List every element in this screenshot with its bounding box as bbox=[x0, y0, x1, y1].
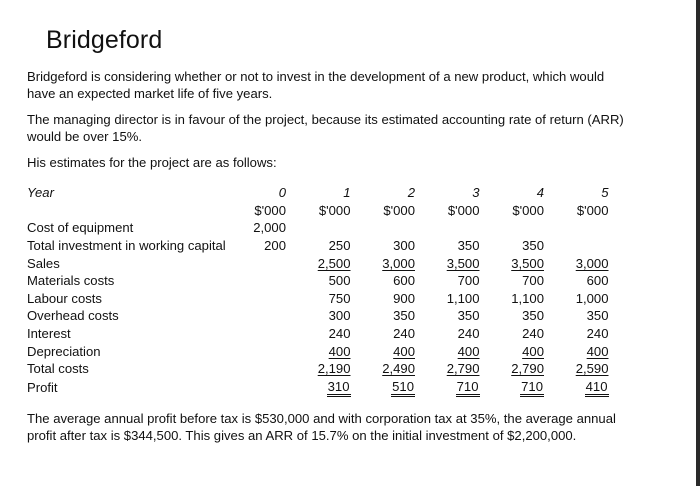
value-text: 510 bbox=[391, 379, 415, 397]
year-header-cell: 0 bbox=[278, 185, 286, 201]
table-row bbox=[27, 325, 609, 343]
value-text: 250 bbox=[328, 238, 351, 254]
value-cell bbox=[480, 254, 545, 272]
value-text: 350 bbox=[586, 308, 609, 324]
value-text: 600 bbox=[393, 273, 415, 289]
conclusion-paragraph: The average annual profit before tax is $530,000 and with corporation tax at 35%, the average annual profit after tax is $344,500. This gives an ARR of 15.7% on the initial investment of $2,200,000. bbox=[27, 411, 616, 443]
value-text: 400 bbox=[393, 343, 415, 359]
value-cell bbox=[351, 290, 416, 308]
project-estimates-table bbox=[27, 184, 609, 397]
value-cell bbox=[239, 378, 286, 397]
value-text: 600 bbox=[586, 273, 609, 289]
value-text: 1,000 bbox=[575, 290, 609, 306]
row-label: Interest bbox=[27, 326, 71, 342]
value-text: 400 bbox=[457, 343, 480, 359]
year-label: Year bbox=[27, 185, 54, 201]
value-cell bbox=[351, 237, 416, 255]
value-cell bbox=[351, 360, 416, 378]
value-cell bbox=[286, 219, 351, 237]
value-text: 2,490 bbox=[382, 361, 415, 377]
value-text: 240 bbox=[328, 326, 351, 342]
value-cell bbox=[544, 272, 609, 290]
value-text: 400 bbox=[328, 343, 351, 359]
year-header-cell: 1 bbox=[343, 185, 351, 201]
row-label: Sales bbox=[27, 255, 60, 271]
table-row bbox=[27, 378, 609, 397]
row-label: Labour costs bbox=[27, 290, 102, 306]
window-edge bbox=[696, 0, 700, 486]
table-row bbox=[27, 219, 609, 237]
year-header-cell: 5 bbox=[601, 185, 609, 201]
value-cell bbox=[544, 325, 609, 343]
unit-header-cell: $'000 bbox=[254, 202, 286, 218]
unit-header-cell: $'000 bbox=[383, 202, 415, 218]
value-cell bbox=[415, 325, 480, 343]
value-text: 2,190 bbox=[317, 361, 351, 377]
value-cell bbox=[415, 360, 480, 378]
value-cell bbox=[351, 219, 416, 237]
value-text: 2,500 bbox=[317, 255, 351, 271]
value-cell bbox=[351, 378, 416, 397]
value-text: 1,100 bbox=[446, 290, 480, 306]
value-cell bbox=[480, 307, 545, 325]
value-cell bbox=[415, 237, 480, 255]
year-header-cell: 4 bbox=[536, 185, 544, 201]
value-text: 700 bbox=[522, 273, 544, 289]
unit-header-cell: $'000 bbox=[447, 202, 480, 218]
value-text: 200 bbox=[264, 238, 286, 254]
value-text: 2,000 bbox=[253, 220, 286, 236]
value-cell bbox=[239, 342, 286, 360]
value-cell bbox=[239, 325, 286, 343]
value-text: 3,500 bbox=[446, 255, 480, 271]
unit-header-cell: $'000 bbox=[512, 202, 544, 218]
value-cell bbox=[351, 272, 416, 290]
value-cell bbox=[239, 254, 286, 272]
value-text: 350 bbox=[393, 308, 415, 324]
value-text: 350 bbox=[457, 308, 480, 324]
value-cell bbox=[239, 272, 286, 290]
value-cell bbox=[480, 325, 545, 343]
value-cell bbox=[351, 254, 416, 272]
table-row bbox=[27, 254, 609, 272]
value-cell bbox=[544, 254, 609, 272]
value-cell bbox=[239, 219, 286, 237]
page-title: Bridgeford bbox=[46, 26, 163, 54]
value-cell bbox=[351, 307, 416, 325]
value-text: 300 bbox=[328, 308, 351, 324]
row-label: Materials costs bbox=[27, 273, 115, 289]
estimates-paragraph: His estimates for the project are as follows: bbox=[27, 155, 277, 170]
value-text: 3,000 bbox=[382, 255, 415, 271]
value-cell bbox=[480, 360, 545, 378]
value-cell bbox=[286, 360, 351, 378]
value-cell bbox=[480, 237, 545, 255]
value-cell bbox=[544, 307, 609, 325]
value-cell bbox=[480, 378, 545, 397]
value-cell bbox=[351, 342, 416, 360]
row-label: Total costs bbox=[27, 361, 89, 377]
value-cell bbox=[415, 272, 480, 290]
row-label: Cost of equipment bbox=[27, 220, 134, 236]
value-text: 240 bbox=[393, 326, 415, 342]
value-text: 710 bbox=[520, 379, 544, 397]
table-row bbox=[27, 342, 609, 360]
value-text: 350 bbox=[522, 308, 544, 324]
director-paragraph: The managing director is in favour of the project, because its estimated accounting rate of return (ARR) would be over 15%. bbox=[27, 112, 624, 144]
value-cell bbox=[415, 307, 480, 325]
table-row bbox=[27, 237, 609, 255]
value-cell bbox=[480, 342, 545, 360]
table-row bbox=[27, 290, 609, 308]
row-label: Depreciation bbox=[27, 343, 101, 359]
value-cell bbox=[480, 272, 545, 290]
value-cell bbox=[415, 378, 480, 397]
unit-header-cell: $'000 bbox=[318, 202, 351, 218]
value-cell bbox=[544, 360, 609, 378]
intro-paragraph: Bridgeford is considering whether or not to invest in the development of a new product, which would have an expected market life of five years. bbox=[27, 69, 605, 101]
value-cell bbox=[286, 237, 351, 255]
units-header-row bbox=[27, 202, 609, 220]
value-text: 240 bbox=[522, 326, 544, 342]
value-cell bbox=[415, 342, 480, 360]
value-text: 2,790 bbox=[446, 361, 480, 377]
value-cell bbox=[415, 290, 480, 308]
value-text: 240 bbox=[586, 326, 609, 342]
value-cell bbox=[286, 378, 351, 397]
value-cell bbox=[544, 290, 609, 308]
value-text: 350 bbox=[457, 238, 480, 254]
value-cell bbox=[239, 307, 286, 325]
value-cell bbox=[239, 360, 286, 378]
value-text: 750 bbox=[328, 290, 351, 306]
table-row bbox=[27, 307, 609, 325]
value-text: 2,790 bbox=[511, 361, 544, 377]
value-cell bbox=[544, 219, 609, 237]
unit-header-cell: $'000 bbox=[576, 202, 609, 218]
value-cell bbox=[286, 325, 351, 343]
year-header-cell: 3 bbox=[472, 185, 480, 201]
value-cell bbox=[351, 325, 416, 343]
value-text: 500 bbox=[328, 273, 351, 289]
value-text: 410 bbox=[585, 379, 609, 397]
value-cell bbox=[239, 290, 286, 308]
row-label: Profit bbox=[27, 379, 58, 395]
value-text: 710 bbox=[456, 379, 480, 397]
value-cell bbox=[286, 342, 351, 360]
units-spacer bbox=[27, 202, 239, 220]
value-text: 350 bbox=[522, 238, 544, 254]
value-cell bbox=[286, 254, 351, 272]
value-text: 3,500 bbox=[511, 255, 544, 271]
table-row bbox=[27, 360, 609, 378]
value-text: 300 bbox=[393, 238, 415, 254]
row-label: Total investment in working capital bbox=[27, 238, 226, 254]
value-text: 310 bbox=[327, 379, 351, 397]
value-text: 900 bbox=[393, 290, 415, 306]
row-label: Overhead costs bbox=[27, 308, 119, 324]
value-cell bbox=[286, 272, 351, 290]
value-text: 700 bbox=[457, 273, 480, 289]
value-cell bbox=[415, 219, 480, 237]
year-header-cell: 2 bbox=[407, 185, 415, 201]
value-text: 1,100 bbox=[511, 290, 544, 306]
value-cell bbox=[415, 254, 480, 272]
table-row bbox=[27, 272, 609, 290]
value-cell bbox=[239, 237, 286, 255]
value-cell bbox=[286, 290, 351, 308]
value-cell bbox=[544, 342, 609, 360]
value-cell bbox=[286, 307, 351, 325]
value-text: 240 bbox=[457, 326, 480, 342]
value-cell bbox=[544, 378, 609, 397]
value-cell bbox=[480, 219, 545, 237]
value-text: 3,000 bbox=[575, 255, 609, 271]
value-text: 400 bbox=[522, 343, 544, 359]
value-text: 2,590 bbox=[575, 361, 609, 377]
year-header-row bbox=[27, 184, 609, 202]
value-cell bbox=[544, 237, 609, 255]
value-cell bbox=[480, 290, 545, 308]
value-text: 400 bbox=[586, 343, 609, 359]
